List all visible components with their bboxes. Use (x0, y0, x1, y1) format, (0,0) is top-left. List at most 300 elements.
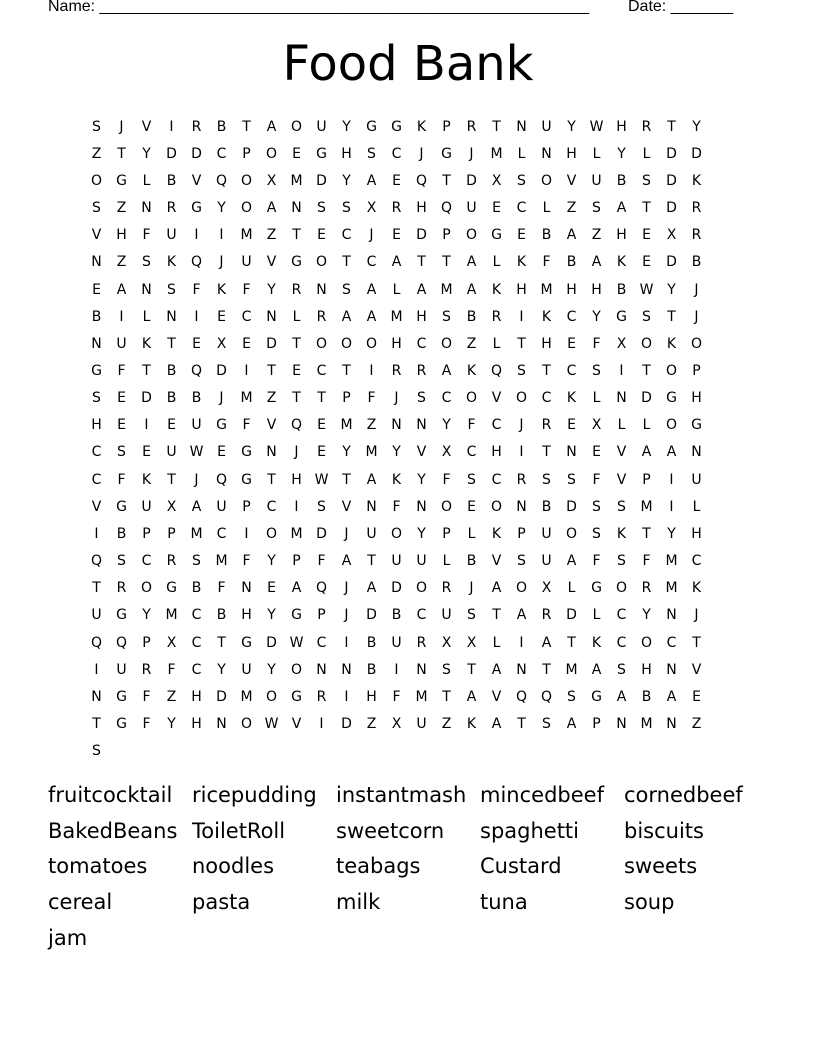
grid-letter: H (566, 145, 577, 162)
grid-letter: G (391, 118, 402, 135)
grid-letter: U (366, 525, 377, 542)
grid-letter: J (469, 145, 474, 162)
grid-letter: V (616, 471, 627, 488)
grid-letter: O (440, 335, 453, 352)
word-list-item: instantmash (336, 782, 467, 807)
word-list-item: mincedbeef (480, 782, 604, 807)
grid-letter: L (592, 390, 601, 407)
word-list-item: biscuits (624, 818, 704, 843)
grid-letter: Y (267, 661, 276, 678)
grid-letter: U (416, 716, 427, 733)
grid-letter: V (566, 172, 577, 189)
grid-letter: T (167, 335, 176, 352)
grid-letter: Z (366, 716, 377, 733)
grid-letter: U (166, 444, 177, 461)
grid-letter: C (416, 335, 427, 352)
grid-letter: T (342, 362, 351, 379)
grid-letter: A (366, 308, 377, 325)
grid-letter: V (266, 254, 277, 271)
grid-letter: I (394, 661, 399, 678)
grid-letter: U (441, 607, 452, 624)
grid-letter: N (666, 607, 677, 624)
grid-letter: P (342, 390, 351, 407)
grid-letter: R (116, 580, 127, 597)
grid-letter: E (517, 227, 526, 244)
grid-letter: N (366, 498, 377, 515)
grid-letter: N (516, 661, 527, 678)
grid-letter: T (267, 362, 276, 379)
grid-letter: G (116, 172, 127, 189)
grid-letter: F (392, 688, 401, 705)
grid-letter: E (117, 417, 126, 434)
grid-letter: Q (540, 688, 553, 705)
grid-letter: E (142, 444, 151, 461)
grid-letter: D (266, 335, 277, 352)
grid-letter: R (141, 661, 152, 678)
grid-letter: N (316, 281, 327, 298)
grid-letter: X (391, 716, 402, 733)
grid-letter: M (290, 525, 303, 542)
grid-letter: X (166, 498, 177, 515)
grid-letter: X (366, 200, 377, 217)
grid-letter: T (492, 118, 501, 135)
grid-letter: Q (90, 553, 103, 570)
grid-letter: H (416, 308, 427, 325)
grid-letter: B (616, 281, 627, 298)
grid-letter: Z (691, 716, 702, 733)
grid-letter: I (619, 362, 624, 379)
word-list-item: sweets (624, 854, 698, 879)
word-list-item: soup (624, 890, 675, 915)
grid-letter: T (517, 716, 526, 733)
word-list-item: jam (48, 926, 88, 951)
grid-letter: Z (441, 716, 452, 733)
grid-letter: R (316, 688, 327, 705)
name-field[interactable]: Name: _______________________________________________________ (48, 0, 589, 15)
grid-letter: O (365, 335, 378, 352)
grid-letter: A (491, 580, 502, 597)
grid-letter: L (592, 145, 601, 162)
grid-letter: E (92, 281, 101, 298)
grid-letter: N (241, 580, 252, 597)
grid-letter: A (441, 362, 452, 379)
grid-letter: D (566, 498, 577, 515)
grid-letter: A (666, 688, 677, 705)
grid-letter: C (666, 634, 677, 651)
grid-letter: M (640, 716, 653, 733)
grid-letter: J (219, 254, 224, 271)
grid-letter: X (591, 417, 602, 434)
word-list-item: tuna (480, 890, 528, 915)
grid-letter: K (141, 471, 152, 488)
grid-letter: B (191, 580, 202, 597)
grid-letter: J (394, 390, 399, 407)
grid-letter: G (191, 200, 202, 217)
grid-letter: G (666, 390, 677, 407)
grid-letter: F (142, 688, 151, 705)
grid-letter: P (317, 607, 326, 624)
grid-letter: Q (515, 688, 528, 705)
grid-letter: S (567, 471, 576, 488)
grid-letter: O (640, 335, 653, 352)
grid-letter: D (141, 390, 152, 407)
grid-letter: C (216, 525, 227, 542)
grid-letter: S (642, 172, 651, 189)
grid-letter: R (691, 200, 702, 217)
grid-letter: A (516, 607, 527, 624)
word-list-item: milk (336, 890, 381, 915)
grid-letter: I (294, 498, 299, 515)
grid-letter: A (641, 444, 652, 461)
grid-letter: Y (342, 118, 351, 135)
grid-letter: J (294, 444, 299, 461)
grid-letter: K (416, 118, 427, 135)
grid-letter: Z (91, 145, 102, 162)
grid-letter: Y (142, 607, 151, 624)
date-field[interactable]: Date: _______ (628, 0, 733, 15)
grid-letter: H (566, 281, 577, 298)
grid-letter: N (616, 390, 627, 407)
grid-letter: C (266, 498, 277, 515)
grid-letter: O (90, 172, 103, 189)
grid-letter: A (416, 281, 427, 298)
grid-letter: M (190, 525, 203, 542)
grid-letter: O (265, 525, 278, 542)
grid-letter: L (692, 498, 701, 515)
grid-letter: X (216, 335, 227, 352)
grid-letter: V (616, 444, 627, 461)
grid-letter: I (319, 716, 324, 733)
grid-letter: T (342, 254, 351, 271)
grid-letter: S (92, 200, 101, 217)
grid-letter: R (441, 580, 452, 597)
grid-letter: H (691, 525, 702, 542)
grid-letter: C (216, 145, 227, 162)
grid-letter: I (344, 688, 349, 705)
grid-letter: C (441, 390, 452, 407)
grid-letter: N (691, 444, 702, 461)
grid-letter: E (242, 335, 251, 352)
grid-letter: D (666, 145, 677, 162)
grid-letter: U (416, 553, 427, 570)
grid-letter: K (616, 525, 627, 542)
grid-letter: T (642, 362, 651, 379)
grid-letter: J (344, 607, 349, 624)
word-list-item: fruitcocktail (48, 782, 173, 807)
grid-letter: X (541, 580, 552, 597)
grid-letter: A (491, 716, 502, 733)
grid-letter: T (567, 634, 576, 651)
grid-letter: T (292, 335, 301, 352)
grid-letter: N (516, 498, 527, 515)
grid-letter: T (642, 525, 651, 542)
grid-letter: E (692, 688, 701, 705)
grid-letter: L (642, 145, 651, 162)
grid-letter: K (216, 281, 227, 298)
grid-letter: H (616, 227, 627, 244)
grid-letter: S (617, 661, 626, 678)
grid-letter: E (567, 417, 576, 434)
grid-letter: M (390, 308, 403, 325)
grid-letter: E (642, 254, 651, 271)
grid-letter: C (341, 227, 352, 244)
grid-letter: A (466, 254, 477, 271)
grid-letter: F (367, 390, 376, 407)
grid-letter: L (542, 200, 551, 217)
grid-letter: F (117, 362, 126, 379)
grid-letter: S (367, 145, 376, 162)
grid-letter: H (691, 390, 702, 407)
grid-letter: U (241, 254, 252, 271)
grid-letter: F (242, 281, 251, 298)
grid-letter: R (516, 471, 527, 488)
grid-letter: O (390, 525, 403, 542)
grid-letter: E (167, 417, 176, 434)
grid-letter: G (491, 227, 502, 244)
grid-letter: B (166, 390, 177, 407)
grid-letter: R (291, 281, 302, 298)
grid-letter: N (291, 200, 302, 217)
grid-letter: T (542, 661, 551, 678)
grid-letter: N (316, 661, 327, 678)
grid-letter: C (316, 634, 327, 651)
grid-letter: S (92, 390, 101, 407)
grid-letter: C (191, 661, 202, 678)
grid-letter: V (91, 498, 102, 515)
grid-letter: H (416, 200, 427, 217)
grid-letter: U (541, 553, 552, 570)
grid-letter: T (167, 471, 176, 488)
grid-letter: T (117, 145, 126, 162)
grid-letter: H (191, 716, 202, 733)
grid-letter: T (342, 471, 351, 488)
grid-letter: C (316, 362, 327, 379)
grid-letter: L (592, 607, 601, 624)
grid-letter: R (416, 362, 427, 379)
grid-letter: N (91, 335, 102, 352)
grid-letter: E (492, 200, 501, 217)
grid-letter: X (441, 634, 452, 651)
grid-letter: S (517, 362, 526, 379)
grid-letter: E (567, 335, 576, 352)
grid-letter: B (541, 498, 552, 515)
grid-letter: B (116, 525, 127, 542)
grid-letter: G (441, 145, 452, 162)
grid-letter: J (519, 417, 524, 434)
grid-letter: H (366, 688, 377, 705)
grid-letter: O (290, 118, 303, 135)
grid-letter: A (591, 661, 602, 678)
grid-letter: S (317, 498, 326, 515)
grid-letter: X (466, 634, 477, 651)
grid-letter: S (467, 471, 476, 488)
grid-letter: K (691, 172, 702, 189)
grid-letter: A (116, 281, 127, 298)
grid-letter: Z (466, 335, 477, 352)
grid-letter: L (142, 308, 151, 325)
grid-letter: R (166, 553, 177, 570)
grid-letter: O (515, 390, 528, 407)
grid-letter: P (167, 525, 176, 542)
grid-letter: R (541, 417, 552, 434)
grid-letter: C (516, 200, 527, 217)
grid-letter: I (244, 525, 249, 542)
grid-letter: H (241, 607, 252, 624)
grid-letter: C (616, 634, 627, 651)
grid-letter: R (641, 580, 652, 597)
grid-letter: B (216, 118, 227, 135)
grid-letter: V (491, 688, 502, 705)
grid-letter: A (341, 553, 352, 570)
grid-letter: T (267, 471, 276, 488)
grid-letter: T (92, 580, 101, 597)
grid-letter: L (292, 308, 301, 325)
grid-letter: Z (366, 417, 377, 434)
grid-letter: T (442, 688, 451, 705)
grid-letter: K (466, 716, 477, 733)
grid-letter: G (241, 634, 252, 651)
grid-letter: F (117, 471, 126, 488)
grid-letter: O (265, 145, 278, 162)
grid-letter: S (92, 118, 101, 135)
grid-letter: N (416, 661, 427, 678)
grid-letter: A (491, 661, 502, 678)
grid-letter: G (116, 607, 127, 624)
grid-letter: U (166, 227, 177, 244)
grid-letter: S (467, 607, 476, 624)
grid-letter: C (691, 553, 702, 570)
grid-letter: S (592, 200, 601, 217)
grid-letter: R (466, 118, 477, 135)
grid-letter: L (642, 417, 651, 434)
grid-letter: O (665, 362, 678, 379)
grid-letter: M (240, 227, 253, 244)
grid-letter: G (691, 417, 702, 434)
grid-letter: C (616, 607, 627, 624)
grid-letter: G (291, 607, 302, 624)
grid-letter: E (392, 172, 401, 189)
grid-letter: F (242, 417, 251, 434)
grid-letter: G (591, 580, 602, 597)
grid-letter: P (292, 553, 301, 570)
grid-letter: Y (642, 607, 651, 624)
grid-letter: E (192, 335, 201, 352)
grid-letter: I (669, 498, 674, 515)
word-list-item: ToiletRoll (192, 818, 286, 843)
grid-letter: T (292, 390, 301, 407)
grid-letter: Y (667, 525, 676, 542)
grid-letter: Y (567, 118, 576, 135)
grid-letter: G (291, 688, 302, 705)
grid-letter: X (666, 227, 677, 244)
grid-letter: H (591, 281, 602, 298)
grid-letter: C (466, 444, 477, 461)
grid-letter: E (117, 390, 126, 407)
grid-letter: R (316, 308, 327, 325)
grid-letter: V (141, 118, 152, 135)
grid-letter: I (169, 118, 174, 135)
grid-letter: I (194, 227, 199, 244)
grid-letter: R (391, 362, 402, 379)
grid-letter: T (367, 553, 376, 570)
grid-letter: C (491, 471, 502, 488)
grid-letter: F (592, 335, 601, 352)
grid-letter: O (490, 498, 503, 515)
grid-letter: T (542, 444, 551, 461)
grid-letter: V (491, 390, 502, 407)
grid-letter: S (567, 688, 576, 705)
grid-letter: U (466, 200, 477, 217)
grid-letter: A (566, 553, 577, 570)
grid-letter: T (517, 335, 526, 352)
word-list-item: tomatoes (48, 854, 148, 879)
grid-letter: O (240, 200, 253, 217)
grid-letter: I (369, 362, 374, 379)
grid-letter: C (191, 634, 202, 651)
grid-letter: N (91, 688, 102, 705)
grid-letter: D (216, 362, 227, 379)
grid-letter: S (617, 553, 626, 570)
word-list-item: ricepudding (192, 782, 317, 807)
grid-letter: G (291, 254, 302, 271)
grid-letter: Y (342, 444, 351, 461)
grid-letter: Q (315, 580, 328, 597)
grid-letter: T (92, 716, 101, 733)
grid-letter: P (592, 716, 601, 733)
grid-letter: G (116, 716, 127, 733)
grid-letter: Y (267, 607, 276, 624)
grid-letter: G (116, 688, 127, 705)
grid-letter: F (142, 716, 151, 733)
grid-letter: F (592, 471, 601, 488)
grid-letter: U (391, 634, 402, 651)
grid-letter: S (417, 390, 426, 407)
grid-letter: W (589, 118, 604, 135)
grid-letter: D (416, 227, 427, 244)
grid-letter: N (416, 417, 427, 434)
grid-letter: T (642, 200, 651, 217)
grid-letter: S (617, 498, 626, 515)
grid-letter: Z (266, 227, 277, 244)
grid-letter: Y (442, 417, 451, 434)
grid-letter: E (292, 145, 301, 162)
grid-letter: A (341, 308, 352, 325)
grid-letter: B (691, 254, 702, 271)
grid-letter: I (244, 362, 249, 379)
header-line (48, 0, 768, 20)
grid-letter: X (266, 172, 277, 189)
grid-letter: N (516, 118, 527, 135)
grid-letter: A (466, 281, 477, 298)
grid-letter: S (342, 200, 351, 217)
grid-letter: H (91, 417, 102, 434)
grid-letter: G (591, 688, 602, 705)
grid-letter: Y (217, 200, 226, 217)
grid-letter: I (669, 471, 674, 488)
grid-letter: G (366, 118, 377, 135)
grid-letter: Q (290, 417, 303, 434)
grid-letter: W (639, 281, 654, 298)
grid-letter: B (391, 607, 402, 624)
grid-letter: H (191, 688, 202, 705)
grid-letter: I (94, 525, 99, 542)
grid-letter: Y (342, 172, 351, 189)
grid-letter: M (490, 145, 503, 162)
grid-letter: S (442, 308, 451, 325)
grid-letter: A (541, 634, 552, 651)
grid-letter: S (592, 362, 601, 379)
grid-letter: U (116, 661, 127, 678)
